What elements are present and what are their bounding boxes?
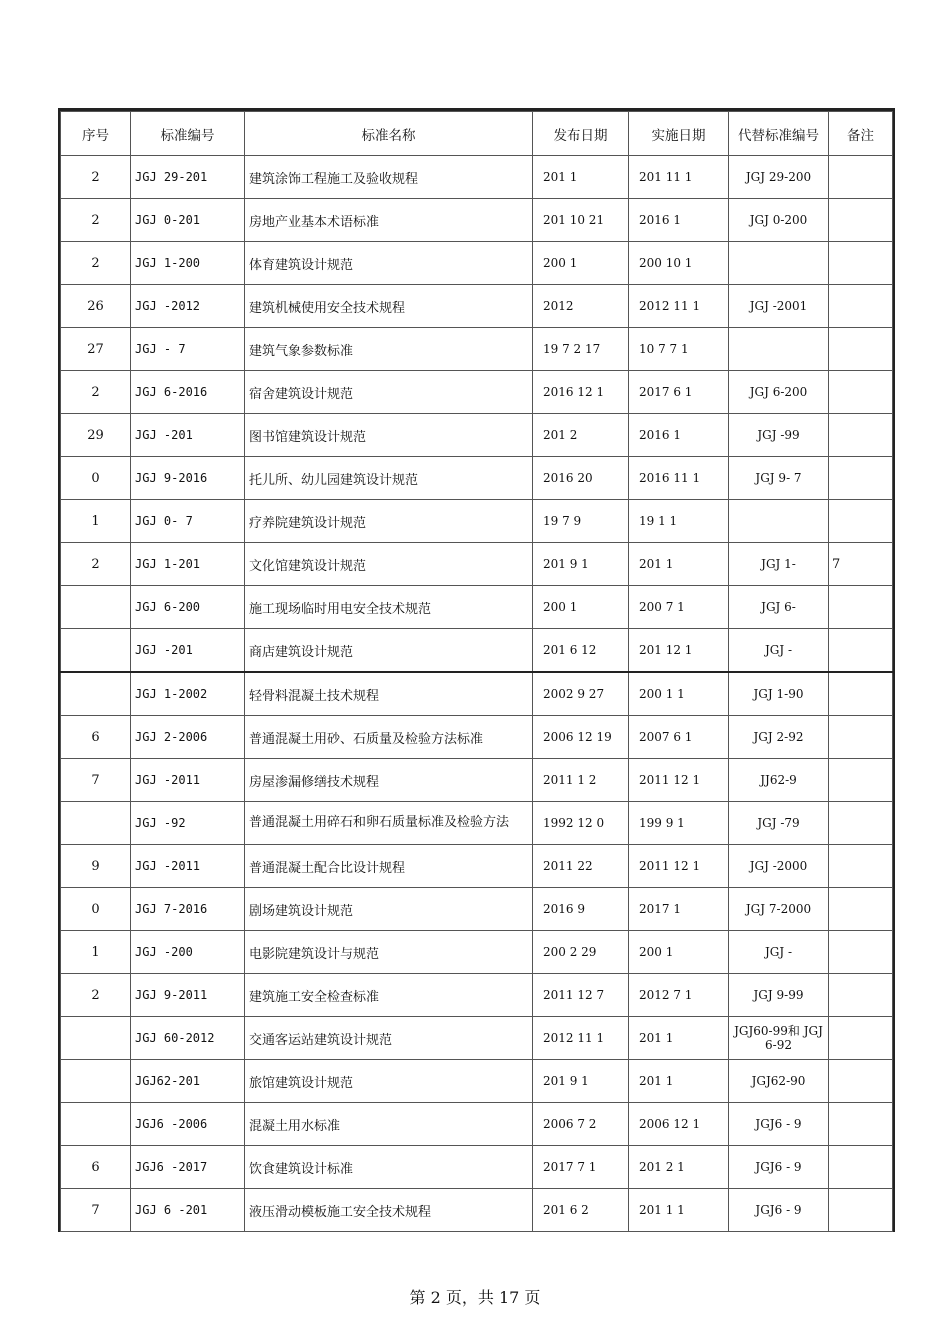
cell-replaced-code: JGJ 7-2000 xyxy=(729,888,829,931)
cell-remarks xyxy=(829,457,893,500)
cell-standard-code: JGJ 60-2012 xyxy=(131,1017,245,1060)
table-row xyxy=(61,802,893,845)
cell-effective-date: 200 10 1 xyxy=(629,242,729,285)
cell-remarks xyxy=(829,716,893,759)
cell-replaced-code: JGJ - xyxy=(729,629,829,673)
page-footer: 第 2 页，共 17 页 xyxy=(409,1288,541,1307)
cell-index: 1 xyxy=(61,931,131,974)
cell-remarks xyxy=(829,931,893,974)
cell-publish-date: 201 9 1 xyxy=(533,543,629,586)
cell-replaced-code: JGJ62-90 xyxy=(729,1060,829,1103)
cell-replaced-code: JGJ 1-90 xyxy=(729,672,829,716)
cell-standard-code: JGJ -2012 xyxy=(131,285,245,328)
cell-replaced-code: JGJ 2-92 xyxy=(729,716,829,759)
cell-index xyxy=(61,1060,131,1103)
cell-standard-name: 房地产业基本术语标准 xyxy=(245,199,533,242)
cell-effective-date: 19 1 1 xyxy=(629,500,729,543)
cell-replaced-code: JGJ 6-200 xyxy=(729,371,829,414)
cell-effective-date: 2007 6 1 xyxy=(629,716,729,759)
cell-remarks xyxy=(829,586,893,629)
cell-standard-code: JGJ 9-2016 xyxy=(131,457,245,500)
cell-publish-date: 200 2 29 xyxy=(533,931,629,974)
cell-standard-code: JGJ 29-201 xyxy=(131,156,245,199)
cell-effective-date: 2016 11 1 xyxy=(629,457,729,500)
cell-standard-code: JGJ 2-2006 xyxy=(131,716,245,759)
cell-standard-name: 建筑涂饰工程施工及验收规程 xyxy=(245,156,533,199)
cell-effective-date: 200 1 1 xyxy=(629,672,729,716)
cell-standard-code: JGJ -2011 xyxy=(131,845,245,888)
cell-standard-name: 施工现场临时用电安全技术规范 xyxy=(245,586,533,629)
cell-publish-date: 200 1 xyxy=(533,586,629,629)
cell-replaced-code xyxy=(729,328,829,371)
cell-standard-code: JGJ 6 -201 xyxy=(131,1189,245,1232)
table-row xyxy=(61,242,893,285)
cell-replaced-code: JGJ -2001 xyxy=(729,285,829,328)
cell-publish-date: 2016 12 1 xyxy=(533,371,629,414)
cell-standard-name: 图书馆建筑设计规范 xyxy=(245,414,533,457)
cell-index xyxy=(61,802,131,845)
cell-index xyxy=(61,1017,131,1060)
cell-index: 27 xyxy=(61,328,131,371)
cell-index: 2 xyxy=(61,974,131,1017)
cell-replaced-code: JGJ6 - 9 xyxy=(729,1189,829,1232)
cell-remarks xyxy=(829,414,893,457)
cell-remarks xyxy=(829,672,893,716)
cell-remarks xyxy=(829,1189,893,1232)
cell-effective-date: 2012 7 1 xyxy=(629,974,729,1017)
cell-effective-date: 2006 12 1 xyxy=(629,1103,729,1146)
cell-standard-name: 交通客运站建筑设计规范 xyxy=(245,1017,533,1060)
cell-effective-date: 2017 1 xyxy=(629,888,729,931)
table-row xyxy=(61,974,893,1017)
cell-publish-date: 2016 20 xyxy=(533,457,629,500)
cell-remarks xyxy=(829,845,893,888)
table-row xyxy=(61,672,893,716)
cell-effective-date: 201 2 1 xyxy=(629,1146,729,1189)
cell-standard-name: 液压滑动模板施工安全技术规程 xyxy=(245,1189,533,1232)
table-row xyxy=(61,629,893,673)
table-row xyxy=(61,586,893,629)
table-row xyxy=(61,888,893,931)
cell-replaced-code: JGJ -79 xyxy=(729,802,829,845)
cell-standard-code: JGJ6 -2006 xyxy=(131,1103,245,1146)
cell-standard-name: 普通混凝土用碎石和卵石质量标准及检验方法 xyxy=(245,802,533,845)
cell-index xyxy=(61,586,131,629)
cell-standard-name: 托儿所、幼儿园建筑设计规范 xyxy=(245,457,533,500)
table-row xyxy=(61,1060,893,1103)
cell-replaced-code: JJ62-9 xyxy=(729,759,829,802)
cell-remarks xyxy=(829,156,893,199)
table-row xyxy=(61,371,893,414)
cell-standard-code: JGJ62-201 xyxy=(131,1060,245,1103)
cell-replaced-code: JGJ -99 xyxy=(729,414,829,457)
cell-publish-date: 201 6 12 xyxy=(533,629,629,673)
cell-standard-name: 体育建筑设计规范 xyxy=(245,242,533,285)
cell-effective-date: 2011 12 1 xyxy=(629,759,729,802)
cell-index xyxy=(61,1103,131,1146)
cell-remarks xyxy=(829,974,893,1017)
cell-standard-name: 文化馆建筑设计规范 xyxy=(245,543,533,586)
table-row xyxy=(61,285,893,328)
cell-remarks xyxy=(829,1017,893,1060)
cell-index: 2 xyxy=(61,242,131,285)
cell-publish-date: 2017 7 1 xyxy=(533,1146,629,1189)
cell-effective-date: 201 11 1 xyxy=(629,156,729,199)
cell-standard-name: 疗养院建筑设计规范 xyxy=(245,500,533,543)
cell-standard-name: 建筑施工安全检查标准 xyxy=(245,974,533,1017)
cell-publish-date: 201 9 1 xyxy=(533,1060,629,1103)
cell-index: 7 xyxy=(61,759,131,802)
cell-standard-code: JGJ 6-200 xyxy=(131,586,245,629)
cell-effective-date: 2016 1 xyxy=(629,199,729,242)
cell-remarks xyxy=(829,199,893,242)
cell-effective-date: 201 1 1 xyxy=(629,1189,729,1232)
cell-replaced-code: JGJ6 - 9 xyxy=(729,1103,829,1146)
cell-publish-date: 200 1 xyxy=(533,242,629,285)
cell-standard-code: JGJ 1-200 xyxy=(131,242,245,285)
cell-standard-code: JGJ -201 xyxy=(131,414,245,457)
cell-standard-name: 电影院建筑设计与规范 xyxy=(245,931,533,974)
cell-replaced-code: JGJ 6- xyxy=(729,586,829,629)
cell-publish-date: 2006 7 2 xyxy=(533,1103,629,1146)
cell-standard-code: JGJ 1-2002 xyxy=(131,672,245,716)
cell-standard-name: 混凝土用水标准 xyxy=(245,1103,533,1146)
cell-publish-date: 201 2 xyxy=(533,414,629,457)
cell-replaced-code: JGJ 9-99 xyxy=(729,974,829,1017)
cell-remarks xyxy=(829,1146,893,1189)
cell-publish-date: 2012 11 1 xyxy=(533,1017,629,1060)
cell-replaced-code xyxy=(729,242,829,285)
cell-standard-code: JGJ -201 xyxy=(131,629,245,673)
cell-replaced-code: JGJ 0-200 xyxy=(729,199,829,242)
cell-index xyxy=(61,672,131,716)
cell-standard-code: JGJ 1-201 xyxy=(131,543,245,586)
standards-table-container xyxy=(58,108,895,1232)
table-row xyxy=(61,543,893,586)
cell-effective-date: 2011 12 1 xyxy=(629,845,729,888)
cell-index xyxy=(61,629,131,673)
header-remarks: 备注 xyxy=(829,112,893,156)
cell-standard-code: JGJ - 7 xyxy=(131,328,245,371)
table-row xyxy=(61,845,893,888)
cell-publish-date: 2011 1 2 xyxy=(533,759,629,802)
cell-replaced-code xyxy=(729,500,829,543)
table-row xyxy=(61,1017,893,1060)
cell-remarks xyxy=(829,1103,893,1146)
table-row xyxy=(61,759,893,802)
table-row xyxy=(61,500,893,543)
cell-replaced-code: JGJ6 - 9 xyxy=(729,1146,829,1189)
cell-remarks xyxy=(829,1060,893,1103)
cell-effective-date: 2016 1 xyxy=(629,414,729,457)
cell-index: 2 xyxy=(61,371,131,414)
cell-publish-date: 2006 12 19 xyxy=(533,716,629,759)
table-row xyxy=(61,931,893,974)
header-effective-date: 实施日期 xyxy=(629,112,729,156)
cell-effective-date: 201 1 xyxy=(629,1017,729,1060)
cell-publish-date: 2002 9 27 xyxy=(533,672,629,716)
cell-index: 2 xyxy=(61,156,131,199)
table-row xyxy=(61,1189,893,1232)
cell-publish-date: 201 1 xyxy=(533,156,629,199)
cell-standard-code: JGJ6 -2017 xyxy=(131,1146,245,1189)
cell-standard-code: JGJ -2011 xyxy=(131,759,245,802)
cell-remarks xyxy=(829,285,893,328)
cell-remarks: 7 xyxy=(829,543,893,586)
table-row xyxy=(61,716,893,759)
cell-remarks xyxy=(829,500,893,543)
table-row xyxy=(61,1103,893,1146)
table-row xyxy=(61,199,893,242)
cell-standard-name: 普通混凝土配合比设计规程 xyxy=(245,845,533,888)
cell-standard-code: JGJ 9-2011 xyxy=(131,974,245,1017)
cell-effective-date: 199 9 1 xyxy=(629,802,729,845)
cell-standard-name: 建筑气象参数标准 xyxy=(245,328,533,371)
cell-replaced-code: JGJ -2000 xyxy=(729,845,829,888)
cell-effective-date: 200 7 1 xyxy=(629,586,729,629)
standards-table xyxy=(60,111,893,1232)
cell-index: 29 xyxy=(61,414,131,457)
cell-index: 0 xyxy=(61,457,131,500)
cell-standard-name: 轻骨料混凝土技术规程 xyxy=(245,672,533,716)
table-row xyxy=(61,328,893,371)
cell-publish-date: 201 6 2 xyxy=(533,1189,629,1232)
cell-publish-date: 19 7 2 17 xyxy=(533,328,629,371)
cell-index: 6 xyxy=(61,716,131,759)
cell-standard-code: JGJ 0-201 xyxy=(131,199,245,242)
cell-index: 1 xyxy=(61,500,131,543)
cell-replaced-code: JGJ 29-200 xyxy=(729,156,829,199)
cell-index: 6 xyxy=(61,1146,131,1189)
cell-standard-name: 饮食建筑设计标准 xyxy=(245,1146,533,1189)
header-row xyxy=(61,112,893,156)
cell-effective-date: 2012 11 1 xyxy=(629,285,729,328)
cell-index: 26 xyxy=(61,285,131,328)
cell-standard-name: 旅馆建筑设计规范 xyxy=(245,1060,533,1103)
cell-index: 2 xyxy=(61,543,131,586)
cell-replaced-code: JGJ - xyxy=(729,931,829,974)
cell-standard-code: JGJ 0- 7 xyxy=(131,500,245,543)
cell-standard-name: 房屋渗漏修缮技术规程 xyxy=(245,759,533,802)
cell-effective-date: 200 1 xyxy=(629,931,729,974)
cell-publish-date: 2016 9 xyxy=(533,888,629,931)
cell-standard-name: 剧场建筑设计规范 xyxy=(245,888,533,931)
cell-effective-date: 2017 6 1 xyxy=(629,371,729,414)
cell-effective-date: 10 7 7 1 xyxy=(629,328,729,371)
cell-publish-date: 2011 22 xyxy=(533,845,629,888)
cell-replaced-code: JGJ 1- xyxy=(729,543,829,586)
cell-standard-code: JGJ 6-2016 xyxy=(131,371,245,414)
table-row xyxy=(61,156,893,199)
header-standard-code: 标准编号 xyxy=(131,112,245,156)
cell-remarks xyxy=(829,759,893,802)
cell-replaced-code: JGJ 9- 7 xyxy=(729,457,829,500)
cell-index: 9 xyxy=(61,845,131,888)
cell-remarks xyxy=(829,371,893,414)
header-standard-name: 标准名称 xyxy=(245,112,533,156)
table-row xyxy=(61,457,893,500)
header-replaced-code: 代替标准编号 xyxy=(729,112,829,156)
cell-standard-name: 普通混凝土用砂、石质量及检验方法标准 xyxy=(245,716,533,759)
cell-standard-name: 商店建筑设计规范 xyxy=(245,629,533,673)
cell-remarks xyxy=(829,888,893,931)
cell-effective-date: 201 1 xyxy=(629,1060,729,1103)
cell-publish-date: 1992 12 0 xyxy=(533,802,629,845)
cell-publish-date: 19 7 9 xyxy=(533,500,629,543)
cell-index: 2 xyxy=(61,199,131,242)
table-row xyxy=(61,1146,893,1189)
cell-effective-date: 201 1 xyxy=(629,543,729,586)
cell-remarks xyxy=(829,242,893,285)
table-row xyxy=(61,414,893,457)
cell-effective-date: 201 12 1 xyxy=(629,629,729,673)
header-publish-date: 发布日期 xyxy=(533,112,629,156)
cell-standard-name: 宿舍建筑设计规范 xyxy=(245,371,533,414)
cell-remarks xyxy=(829,629,893,673)
cell-remarks xyxy=(829,328,893,371)
cell-remarks xyxy=(829,802,893,845)
cell-standard-code: JGJ -92 xyxy=(131,802,245,845)
cell-standard-code: JGJ 7-2016 xyxy=(131,888,245,931)
cell-standard-code: JGJ -200 xyxy=(131,931,245,974)
cell-standard-name: 建筑机械使用安全技术规程 xyxy=(245,285,533,328)
cell-publish-date: 201 10 21 xyxy=(533,199,629,242)
cell-replaced-code: JGJ60-99和 JGJ 6-92 xyxy=(729,1017,829,1060)
cell-index: 7 xyxy=(61,1189,131,1232)
cell-publish-date: 2012 xyxy=(533,285,629,328)
table-body xyxy=(61,156,893,1232)
cell-index: 0 xyxy=(61,888,131,931)
header-index: 序号 xyxy=(61,112,131,156)
cell-publish-date: 2011 12 7 xyxy=(533,974,629,1017)
